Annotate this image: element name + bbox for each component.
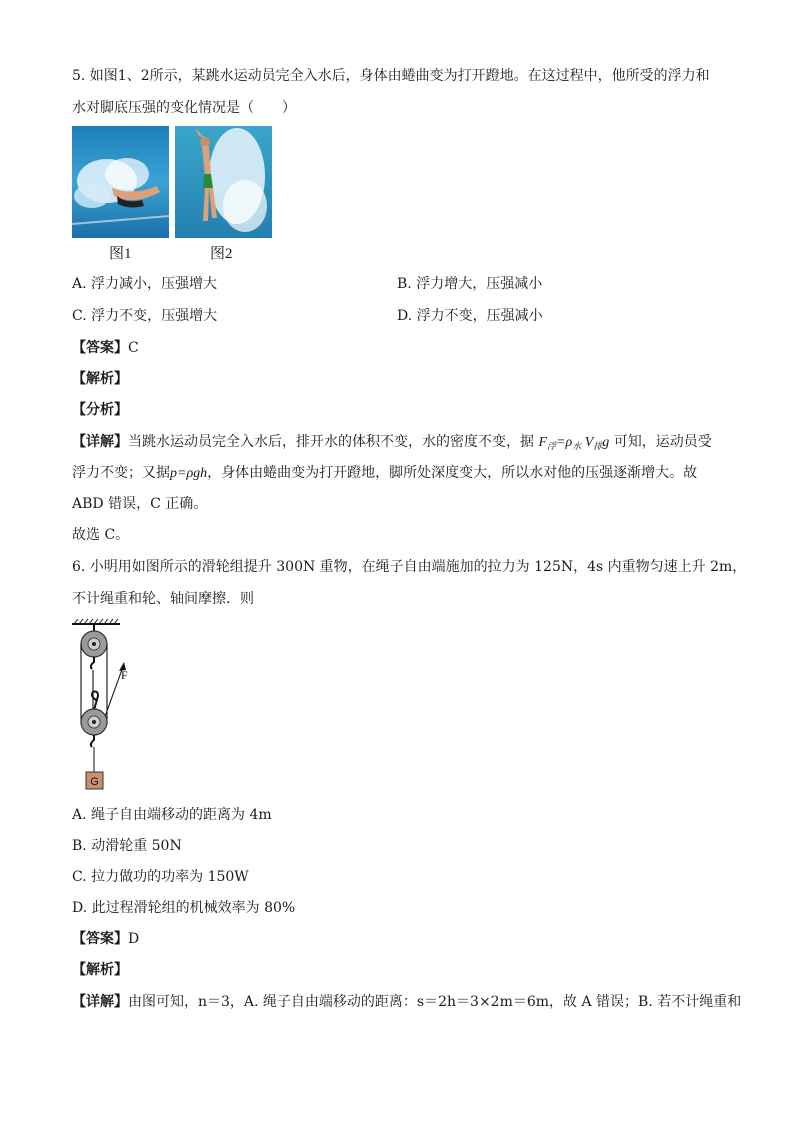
q5-detail-line3: ABD 错误，C 正确。 bbox=[72, 496, 208, 512]
q5-option-d: D. 浮力不变，压强减小 bbox=[397, 308, 543, 324]
q5-formula-buoyancy: $F_浮=\rho_水$ $V_排g$ bbox=[538, 435, 610, 451]
q5-detail-line2: 浮力不变；又据p=ρgh，身体由蜷曲变为打开蹬地，脚所处深度变大，所以水对他的压强逐渐增大。故 bbox=[72, 465, 698, 481]
q6-pulley-diagram bbox=[68, 618, 148, 796]
q5-formula-pressure: p=ρgh bbox=[170, 466, 208, 481]
force-label: F bbox=[121, 668, 128, 682]
q5-option-a: A. 浮力减小，压强增大 bbox=[72, 276, 218, 292]
q5-stem-line2: 水对脚底压强的变化情况是（ ） bbox=[72, 100, 296, 116]
q5-detail-tag: 【详解】 bbox=[72, 434, 128, 450]
q5-option-b: B. 浮力增大，压强减小 bbox=[397, 276, 543, 292]
q5-analysis-tag: 【解析】 bbox=[72, 371, 128, 387]
q6-detail-tag: 【详解】 bbox=[72, 994, 128, 1010]
q5-fenxi-tag: 【分析】 bbox=[72, 402, 128, 418]
q5-answer-row bbox=[72, 338, 139, 358]
q5-figure1-photo bbox=[72, 126, 169, 238]
q5-answer-value: C bbox=[128, 340, 139, 356]
q6-option-c: C. 拉力做功的功率为 150W bbox=[72, 869, 249, 885]
q6-detail-line1 bbox=[72, 992, 741, 1012]
q5-answer-tag: 【答案】 bbox=[72, 340, 128, 356]
q5-stem-line1: 5. 如图1、2所示，某跳水运动员完全入水后，身体由蜷曲变为打开蹬地。在这过程中，他所受的浮力和 bbox=[72, 68, 710, 84]
fixed-pulley bbox=[81, 624, 107, 669]
q6-detail-text1: 由图可知，n＝3，A. 绳子自由端移动的距离：s＝2h＝3×2m＝6m，故 A 错误；B. 若不计绳重和 bbox=[128, 994, 742, 1010]
q5-figure2-photo bbox=[175, 126, 272, 238]
q6-analysis-tag: 【解析】 bbox=[72, 962, 128, 978]
q6-option-a: A. 绳子自由端移动的距离为 4m bbox=[72, 807, 272, 823]
movable-pulley bbox=[81, 692, 107, 773]
q5-figure2-label: 图2 bbox=[210, 246, 233, 262]
weight-label: G bbox=[90, 776, 99, 788]
q5-figure1-label: 图1 bbox=[109, 246, 132, 262]
q5-detail-text1: 当跳水运动员完全入水后，排开水的体积不变，水的密度不变，据 bbox=[128, 434, 534, 450]
q6-stem-line1: 6. 小明用如图所示的滑轮组提升 300N 重物，在绳子自由端施加的拉力为 125N，4s 内重物匀速上升 2m， bbox=[72, 559, 747, 575]
q6-stem-line2: 不计绳重和轮、轴间摩擦．则 bbox=[72, 591, 254, 607]
q5-conclusion: 故选 C。 bbox=[72, 527, 130, 543]
q6-answer-tag: 【答案】 bbox=[72, 931, 128, 947]
q6-answer-row bbox=[72, 929, 139, 949]
q5-detail-text1-end: 可知，运动员受 bbox=[613, 434, 712, 450]
q6-answer-value: D bbox=[128, 931, 140, 947]
ceiling-hatch bbox=[72, 619, 120, 624]
q5-option-c: C. 浮力不变，压强增大 bbox=[72, 308, 218, 324]
q6-option-b: B. 动滑轮重 50N bbox=[72, 838, 182, 854]
q5-detail-line1 bbox=[72, 432, 712, 456]
q6-option-d: D. 此过程滑轮组的机械效率为 80% bbox=[72, 900, 296, 916]
